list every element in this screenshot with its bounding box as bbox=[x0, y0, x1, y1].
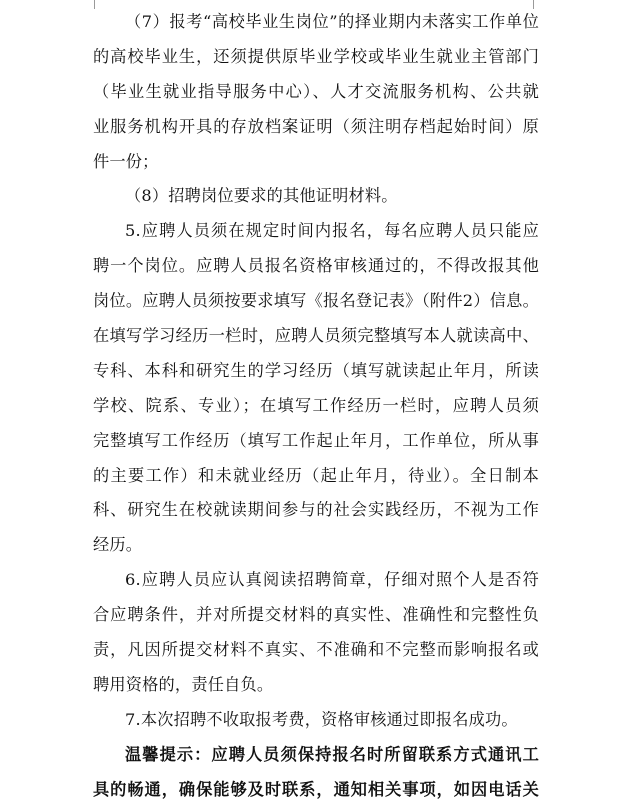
text-line: （7）报考“高校毕业生岗位”的择业期内未落实工作单位 bbox=[125, 12, 539, 31]
text-line: 6.应聘人员应认真阅读招聘简章，仔细对照个人是否符 bbox=[125, 570, 539, 590]
text-line: 专科、本科和研究生的学习经历（填写就读起止年月，所读 bbox=[93, 360, 539, 380]
text-line: 在填写学习经历一栏时，应聘人员须完整填写本人就读高中、 bbox=[93, 326, 539, 346]
text-line: 聘用资格的，责任自负。 bbox=[93, 674, 274, 694]
text-line: 完整填写工作经历（填写工作起止年月，工作单位，所从事 bbox=[93, 430, 539, 450]
text-line: 的主要工作）和未就业经历（起止年月，待业）。全日制本 bbox=[93, 465, 539, 485]
text-line: 业服务机构开具的存放档案证明（须注明存档起始时间）原 bbox=[93, 116, 539, 136]
text-line: 合应聘条件，并对所提交材料的真实性、准确性和完整性负 bbox=[93, 605, 539, 625]
text-line: 的高校毕业生，还须提供原毕业学校或毕业生就业主管部门 bbox=[93, 46, 539, 66]
text-line: （毕业生就业指导服务中心）、人才交流服务机构、公共就 bbox=[93, 81, 539, 101]
text-line: 岗位。应聘人员须按要求填写《报名登记表》（附件2）信息。 bbox=[93, 291, 539, 311]
text-line: 学校、院系、专业）；在填写工作经历一栏时，应聘人员须 bbox=[93, 395, 539, 415]
warm-tip-line: 具的畅通，确保能够及时联系，通知相关事项，如因电话关 bbox=[93, 779, 539, 799]
warm-tip-line: 温馨提示：应聘人员须保持报名时所留联系方式通讯工 bbox=[125, 744, 539, 764]
text-line: 5.应聘人员须在规定时间内报名，每名应聘人员只能应 bbox=[125, 221, 539, 241]
text-line: 件一份； bbox=[93, 151, 159, 171]
text-line: 聘一个岗位。应聘人员报名资格审核通过的，不得改报其他 bbox=[93, 256, 539, 276]
text-line: 经历。 bbox=[93, 535, 143, 555]
text-line: 责，凡因所提交材料不真实、不准确和不完整而影响报名或 bbox=[93, 640, 539, 660]
document-body bbox=[93, 5, 539, 807]
text-line: （8）招聘岗位要求的其他证明材料。 bbox=[125, 186, 398, 206]
text-line: 科、研究生在校就读期间参与的社会实践经历，不视为工作 bbox=[93, 500, 539, 520]
text-line: 7.本次招聘不收取报考费，资格审核通过即报名成功。 bbox=[125, 709, 518, 729]
